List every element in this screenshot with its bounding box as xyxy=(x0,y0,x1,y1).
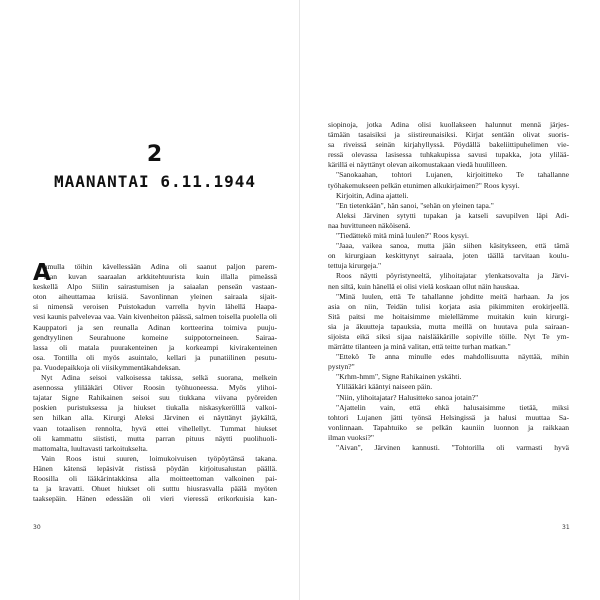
text-line: sijoista eikä siksi sijaa naislääkärille sopiville töille. Nyt Te ym- xyxy=(328,331,569,341)
text-line: "Krhm-hmm", Signe Rahikainen yskähti. xyxy=(336,372,462,382)
text-line: "Aivan", Järvinen kannusti. "Tohtorilla oli varmasti hyvä xyxy=(336,443,569,452)
text-line: "Minä luulen, että Te tahallanne johditte meitä harhaan. Ja jos xyxy=(336,291,569,301)
text-line: sen hilkan alla. Kirurgi Aleksi Järvinen ei näyttänyt jäykältä, xyxy=(33,413,277,423)
text-line: Vain Roos istui suuren, loimukoivuisen työpöytänsä takana. xyxy=(41,453,277,463)
left-page-body xyxy=(33,262,277,504)
text-line: osa. Tontilla oli myös asuintalo, kellari ja punatiilinen pesutu- xyxy=(33,352,277,362)
page-number-left: 30 xyxy=(33,524,41,531)
text-line: sa riveissä seinän kirjahyllyssä. Pöydällä bakeliittipuhelimen vie- xyxy=(328,140,569,150)
text-line: keskellä Alpo Siilin sairastumisen ja saiaalan penseän vastaan- xyxy=(33,282,277,292)
text-line: vonlinnaan. Tapahtuiko se pelkän kauniin luonnon ja raikkaan xyxy=(328,422,569,432)
text-line: tohtori Lujanen jätti työnsä Helsingissä ja halusi muuttaa Sa- xyxy=(328,412,569,422)
chapter-number: 2 xyxy=(146,142,164,167)
text-line: taaksepäin. Hänen edessään oli vieri vieressä erikorkuisia kan- xyxy=(33,494,277,504)
text-line: "Sanokaahan, tohtori Lujanen, kirjoititteko Te tahallanne xyxy=(336,170,569,180)
text-line: Kauppatori ja sen reunalla Adinan kortteerina toimiva puuju- xyxy=(33,322,277,332)
text-line: oli kammattu siististi, mutta parran pituus näytti puolihuoli- xyxy=(33,433,277,443)
text-line: ilman vuoksi?" xyxy=(328,432,374,442)
text-line: ressä olevassa lasisessa tuhkakupissa savusi tupakka, jota ylilää- xyxy=(328,150,569,160)
page-number-right: 31 xyxy=(562,524,570,531)
text-line: "Jaaa, vaikea sanoa, mutta jään siihen käsitykseen, että tämä xyxy=(336,241,569,251)
page-gutter xyxy=(299,0,300,600)
text-line: asennossa ylilääkäri Oliver Roosin työhuoneessa. Myös ylihoi- xyxy=(33,383,277,393)
text-line: Sitä paitsi me hoitaisimme mielellämme muitakin kuin kirurgi- xyxy=(328,311,569,321)
drop-cap: A xyxy=(33,260,51,286)
text-line: "Ajattelin vain, että ehkä halusaisimme tietää, miksi xyxy=(336,402,569,412)
text-line: oton aiheuttamaa kriisiä. Savonlinnan yleinen sairaala sijait- xyxy=(33,292,277,302)
text-line: "Niin, ylihoitajatar? Halusitteko sanoa jotain?" xyxy=(336,392,479,402)
text-line: kärillä ei näyttänyt olevan aikomustakaan viedä huulilleen. xyxy=(328,160,508,170)
text-line: Hänen kätensä lepäsivät ristissä pöydän kirjoitusalustan päällä. xyxy=(33,463,277,473)
text-line: poskien puristuksessa ja hiukset tiukalla niskasykerölllä valkoi- xyxy=(33,403,277,413)
text-line: Ylilääkäri kääntyi naiseen päin. xyxy=(336,382,433,392)
text-line: tettuja kirurgeja." xyxy=(328,261,382,271)
text-line: "Ettekö Te anna minulle edes mahdollisuutta näyttää, mihin xyxy=(336,352,569,362)
text-line: tajatar Signe Rahikainen seisoi suu tiukkana viivana pyöreiden xyxy=(33,393,277,403)
text-line: ta ja kravatti. Ohuet hiukset oli sutttu hiusrasvalla päälä myöten xyxy=(33,484,277,494)
text-line: amulla töihin kävellessään Adina oli saanut paljon parem- xyxy=(44,262,277,271)
text-line: pa. Vuodepaikkoja oli viisikymmentäkahdeksan. xyxy=(33,362,181,372)
text-line: Roosilla oli lääkärintakkinsa alla moitteettoman valkoinen pai- xyxy=(33,473,277,483)
text-line: vaan totaalisen rennolta, hyvä ettei vihellellyt. Tummat hiukset xyxy=(33,423,277,433)
text-line: Nyt Adina seisoi valkoisessa takissa, selkä suorana, melkein xyxy=(41,373,277,383)
text-line: märrätte tilanteen ja minä valitan, että teitte turhan matkan." xyxy=(328,342,511,352)
text-line: on kirurgiaan keskittynyt sairaala, joten täällä tarvitaan koulu- xyxy=(328,251,569,261)
text-line: naa huvittuneen näköisenä. xyxy=(328,220,411,230)
right-page-body xyxy=(328,120,569,453)
text-line: mattomalta, luultavasti tarkoitukselta. xyxy=(33,443,148,453)
text-line: si nimensä veroisen Puistokadun varrella hyvin lähellä Haapa- xyxy=(33,302,277,312)
text-line: nen siltä, kuin hänellä ei olisi vielä koskaan ollut näin hauskaa. xyxy=(328,281,520,291)
text-line: siopinoja, jotka Adina olisi kuollakseen halunnut mennä järjes- xyxy=(328,120,569,129)
text-line: työhakemukseen pelkän etunimen alkukirjaimen?" Roos kysyi. xyxy=(328,180,520,190)
text-line: "En tietenkään", hän sanoi, "sehän on yleinen tapa." xyxy=(336,200,494,210)
text-line: Roos näytti pöyristyneeltä, ylihoitajatar ylenkatsovalta ja Järvi- xyxy=(336,271,569,281)
text-line: "Tiedättekö mitä minä luulen?" Roos kysyi. xyxy=(336,231,469,241)
text-line: tämään tasaisiksi ja siistireunaisiksi. Kirjat sentään olivat suoris- xyxy=(328,130,569,140)
text-line: pystyn?" xyxy=(328,362,355,372)
text-line: gendtyylinen Seurahuone komeine suippotorneineen. Sairaa- xyxy=(33,332,277,342)
text-line: man kuvan saaraalan arkkitehtuurista kuin illalla pimeässä xyxy=(44,272,277,282)
text-line: Kirjoitin, Adina ajatteli. xyxy=(336,190,409,200)
text-line: asia on niin, Teidän tulisi korjata asia pikimmiten erokirjeellä. xyxy=(328,301,569,311)
text-line: lassa oli matala puurakenteinen ja korkeampi kivirakenteinen xyxy=(33,342,277,352)
text-line: Aleksi Järvinen sytytti tupakan ja katseli savupilven läpi Adi- xyxy=(336,210,569,220)
text-line: vesi kaunis palvelevaa vaa. Vain kivenheiton päässä, salmen toisella puolella oli xyxy=(33,312,277,322)
text-line: sia ja äkuutteja tapauksia, mutta meillä on huutava pula sairaan- xyxy=(328,321,569,331)
chapter-title: MAANANTAI 6.11.1944 xyxy=(53,172,257,191)
